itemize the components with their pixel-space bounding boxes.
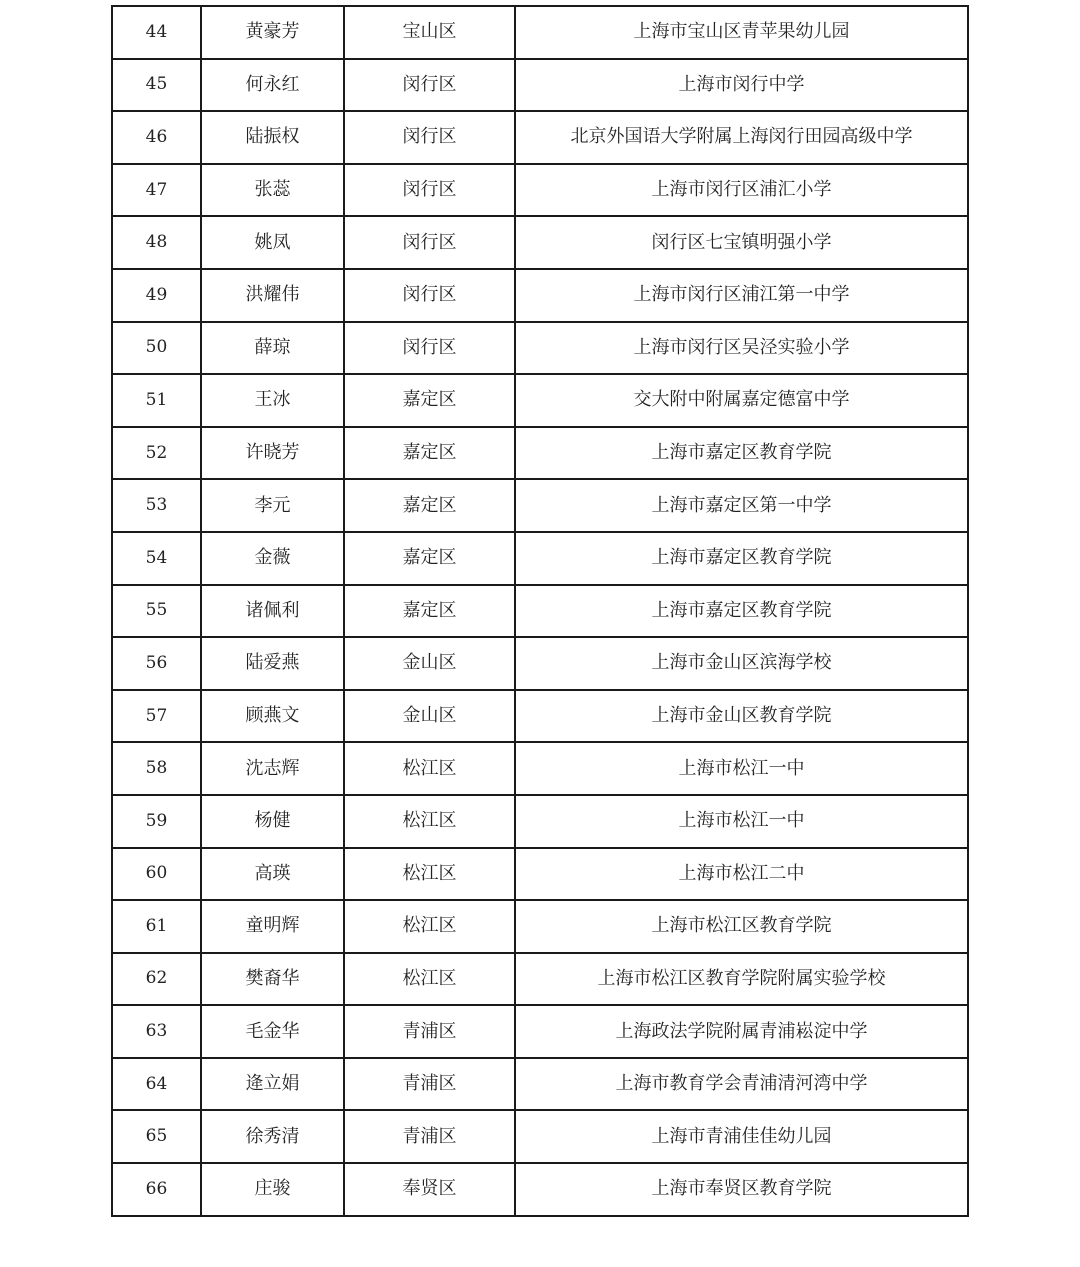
cell-district: 闵行区 <box>344 164 515 217</box>
cell-number: 50 <box>112 322 201 375</box>
cell-name: 金薇 <box>201 532 344 585</box>
cell-name: 何永红 <box>201 59 344 112</box>
cell-unit: 上海市青浦佳佳幼儿园 <box>515 1110 968 1163</box>
cell-name: 逄立娟 <box>201 1058 344 1111</box>
cell-name: 李元 <box>201 479 344 532</box>
table-row <box>112 322 968 375</box>
cell-district: 宝山区 <box>344 6 515 59</box>
cell-name: 薛琼 <box>201 322 344 375</box>
cell-unit: 上海市闵行区浦汇小学 <box>515 164 968 217</box>
cell-name: 樊裔华 <box>201 953 344 1006</box>
cell-district: 金山区 <box>344 690 515 743</box>
roster-table-container <box>111 5 967 1217</box>
cell-number: 66 <box>112 1163 201 1216</box>
cell-district: 松江区 <box>344 848 515 901</box>
cell-name: 张蕊 <box>201 164 344 217</box>
table-row <box>112 742 968 795</box>
cell-number: 48 <box>112 216 201 269</box>
table-row <box>112 269 968 322</box>
cell-unit: 上海市闵行区浦江第一中学 <box>515 269 968 322</box>
cell-unit: 上海市教育学会青浦清河湾中学 <box>515 1058 968 1111</box>
table-row <box>112 1163 968 1216</box>
table-row <box>112 1110 968 1163</box>
cell-unit: 闵行区七宝镇明强小学 <box>515 216 968 269</box>
cell-unit: 上海政法学院附属青浦崧淀中学 <box>515 1005 968 1058</box>
table-row <box>112 111 968 164</box>
cell-number: 53 <box>112 479 201 532</box>
cell-unit: 交大附中附属嘉定德富中学 <box>515 374 968 427</box>
table-row <box>112 216 968 269</box>
cell-number: 55 <box>112 585 201 638</box>
table-row <box>112 1005 968 1058</box>
cell-district: 闵行区 <box>344 322 515 375</box>
cell-district: 松江区 <box>344 795 515 848</box>
cell-unit: 上海市金山区教育学院 <box>515 690 968 743</box>
cell-unit: 上海市松江二中 <box>515 848 968 901</box>
table-row <box>112 374 968 427</box>
cell-name: 顾燕文 <box>201 690 344 743</box>
cell-number: 57 <box>112 690 201 743</box>
cell-number: 47 <box>112 164 201 217</box>
cell-number: 54 <box>112 532 201 585</box>
cell-district: 嘉定区 <box>344 532 515 585</box>
cell-number: 59 <box>112 795 201 848</box>
table-row <box>112 637 968 690</box>
cell-district: 嘉定区 <box>344 427 515 480</box>
cell-district: 青浦区 <box>344 1058 515 1111</box>
roster-table-body <box>112 6 968 1216</box>
table-row <box>112 1058 968 1111</box>
cell-number: 49 <box>112 269 201 322</box>
cell-unit: 上海市松江区教育学院附属实验学校 <box>515 953 968 1006</box>
table-row <box>112 59 968 112</box>
table-row <box>112 900 968 953</box>
cell-unit: 上海市闵行区吴泾实验小学 <box>515 322 968 375</box>
cell-district: 奉贤区 <box>344 1163 515 1216</box>
table-row <box>112 795 968 848</box>
cell-district: 闵行区 <box>344 269 515 322</box>
cell-unit: 上海市嘉定区教育学院 <box>515 532 968 585</box>
cell-name: 陆振权 <box>201 111 344 164</box>
cell-number: 56 <box>112 637 201 690</box>
cell-district: 松江区 <box>344 742 515 795</box>
cell-unit: 上海市松江区教育学院 <box>515 900 968 953</box>
cell-district: 嘉定区 <box>344 585 515 638</box>
table-row <box>112 532 968 585</box>
cell-name: 诸佩利 <box>201 585 344 638</box>
cell-number: 62 <box>112 953 201 1006</box>
cell-name: 陆爱燕 <box>201 637 344 690</box>
cell-name: 许晓芳 <box>201 427 344 480</box>
cell-name: 毛金华 <box>201 1005 344 1058</box>
cell-number: 52 <box>112 427 201 480</box>
cell-unit: 上海市嘉定区第一中学 <box>515 479 968 532</box>
cell-name: 姚凤 <box>201 216 344 269</box>
cell-unit: 北京外国语大学附属上海闵行田园高级中学 <box>515 111 968 164</box>
cell-name: 童明辉 <box>201 900 344 953</box>
cell-district: 青浦区 <box>344 1005 515 1058</box>
cell-number: 51 <box>112 374 201 427</box>
table-row <box>112 164 968 217</box>
table-row <box>112 427 968 480</box>
cell-name: 洪耀伟 <box>201 269 344 322</box>
cell-number: 61 <box>112 900 201 953</box>
cell-unit: 上海市松江一中 <box>515 742 968 795</box>
cell-unit: 上海市闵行中学 <box>515 59 968 112</box>
cell-name: 杨健 <box>201 795 344 848</box>
cell-unit: 上海市嘉定区教育学院 <box>515 427 968 480</box>
cell-number: 58 <box>112 742 201 795</box>
cell-unit: 上海市宝山区青苹果幼儿园 <box>515 6 968 59</box>
cell-district: 闵行区 <box>344 59 515 112</box>
cell-unit: 上海市松江一中 <box>515 795 968 848</box>
cell-number: 64 <box>112 1058 201 1111</box>
cell-number: 46 <box>112 111 201 164</box>
roster-table <box>111 5 969 1217</box>
cell-unit: 上海市嘉定区教育学院 <box>515 585 968 638</box>
cell-district: 嘉定区 <box>344 374 515 427</box>
cell-district: 嘉定区 <box>344 479 515 532</box>
cell-unit: 上海市奉贤区教育学院 <box>515 1163 968 1216</box>
cell-name: 庄骏 <box>201 1163 344 1216</box>
table-row <box>112 479 968 532</box>
cell-name: 徐秀清 <box>201 1110 344 1163</box>
cell-number: 45 <box>112 59 201 112</box>
cell-name: 沈志辉 <box>201 742 344 795</box>
cell-district: 青浦区 <box>344 1110 515 1163</box>
table-row <box>112 585 968 638</box>
cell-district: 松江区 <box>344 900 515 953</box>
table-row <box>112 6 968 59</box>
cell-number: 65 <box>112 1110 201 1163</box>
table-row <box>112 953 968 1006</box>
cell-district: 松江区 <box>344 953 515 1006</box>
cell-number: 60 <box>112 848 201 901</box>
cell-name: 高瑛 <box>201 848 344 901</box>
cell-name: 王冰 <box>201 374 344 427</box>
cell-district: 闵行区 <box>344 216 515 269</box>
cell-district: 闵行区 <box>344 111 515 164</box>
cell-number: 44 <box>112 6 201 59</box>
cell-unit: 上海市金山区滨海学校 <box>515 637 968 690</box>
cell-name: 黄豪芳 <box>201 6 344 59</box>
cell-district: 金山区 <box>344 637 515 690</box>
table-row <box>112 690 968 743</box>
table-row <box>112 848 968 901</box>
cell-number: 63 <box>112 1005 201 1058</box>
